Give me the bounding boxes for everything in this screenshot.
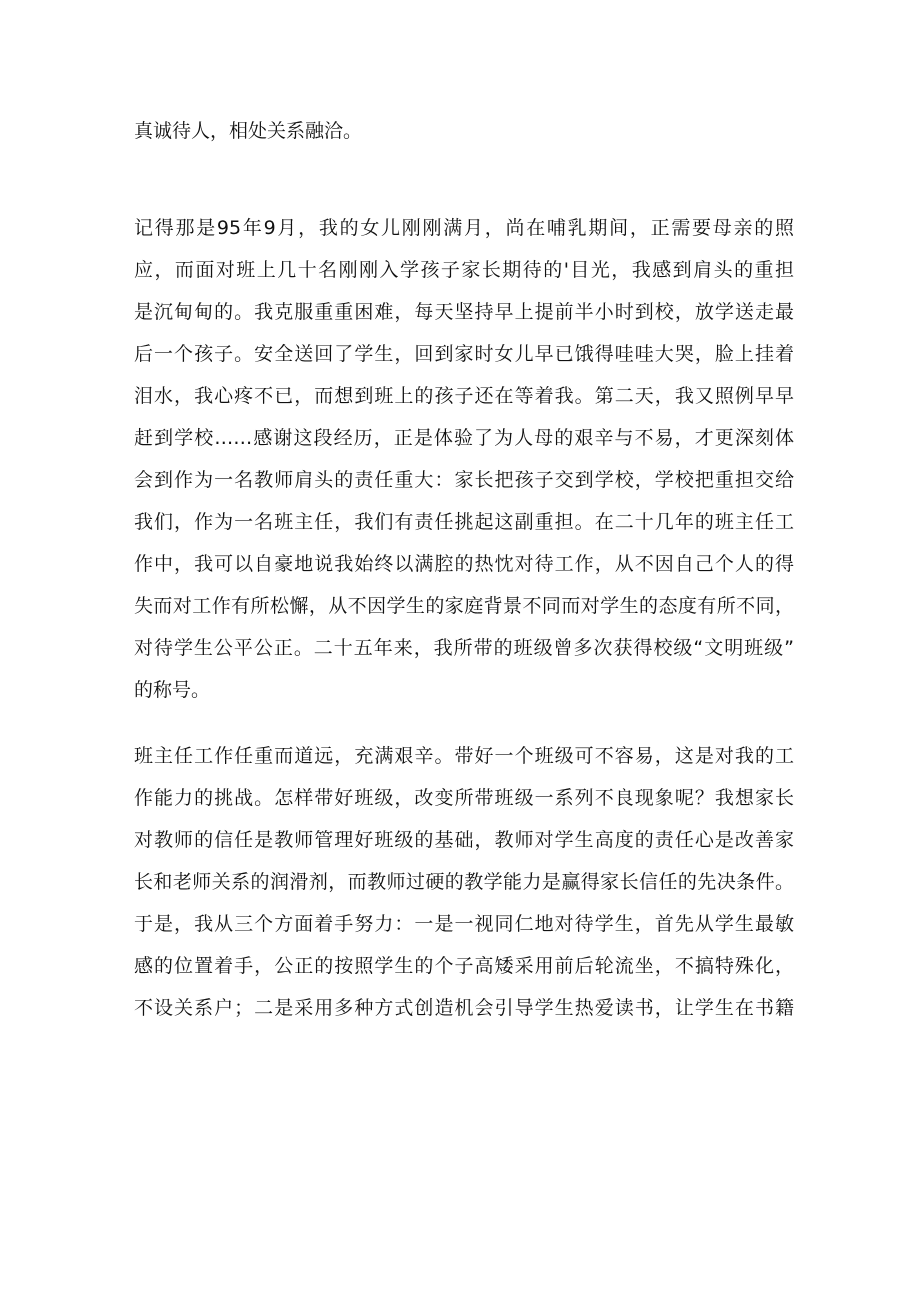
paragraph-1	[134, 110, 794, 152]
text-line: 真诚待人，相处关系融洽。	[134, 120, 363, 142]
text-line: 的称号。	[134, 679, 211, 701]
text-line: 记得那是95年9月，我的女儿刚刚满月，尚在哺乳期间，正需要母亲的照	[134, 217, 794, 239]
text-line: 失而对工作有所松懈，从不因学生的家庭背景不同而对学生的态度有所不同，	[134, 595, 794, 617]
text-line: 感的位置着手，公正的按照学生的个子高矮采用前后轮流坐，不搞特殊化，	[134, 955, 794, 977]
text-line: 班主任工作任重而道远，充满艰辛。带好一个班级可不容易，这是对我的工	[134, 745, 794, 767]
text-line: 应，而面对班上几十名刚刚入学孩子家长期待的'目光，我感到肩头的重担	[134, 259, 794, 281]
text-line: 长和老师关系的润滑剂，而教师过硬的教学能力是赢得家长信任的先决条件。	[134, 871, 794, 893]
text-line: 泪水，我心疼不已，而想到班上的孩子还在等着我。第二天，我又照例早早	[134, 385, 794, 407]
text-line: 作中，我可以自豪地说我始终以满腔的热忱对待工作，从不因自己个人的得	[134, 553, 794, 575]
paragraph-2	[134, 207, 794, 711]
text-line: 是沉甸甸的。我克服重重困难，每天坚持早上提前半小时到校，放学送走最	[134, 301, 794, 323]
text-line: 赶到学校……感谢这段经历，正是体验了为人母的艰辛与不易，才更深刻体	[134, 427, 794, 449]
text-line: 后一个孩子。安全送回了学生，回到家时女儿早已饿得哇哇大哭，脸上挂着	[134, 343, 794, 365]
text-line: 我们，作为一名班主任，我们有责任挑起这副重担。在二十几年的班主任工	[134, 511, 794, 533]
text-line: 对待学生公平公正。二十五年来，我所带的班级曾多次获得校级“文明班级”	[134, 637, 794, 659]
text-line: 作能力的挑战。怎样带好班级，改变所带班级一系列不良现象呢？我想家长	[134, 787, 794, 809]
text-line: 于是，我从三个方面着手努力：一是一视同仁地对待学生，首先从学生最敏	[134, 913, 794, 935]
paragraph-3	[134, 735, 794, 1029]
text-line: 不设关系户；二是采用多种方式创造机会引导学生热爱读书，让学生在书籍	[134, 997, 794, 1019]
text-line: 会到作为一名教师肩头的责任重大：家长把孩子交到学校，学校把重担交给	[134, 469, 794, 491]
text-line: 对教师的信任是教师管理好班级的基础，教师对学生高度的责任心是改善家	[134, 829, 794, 851]
